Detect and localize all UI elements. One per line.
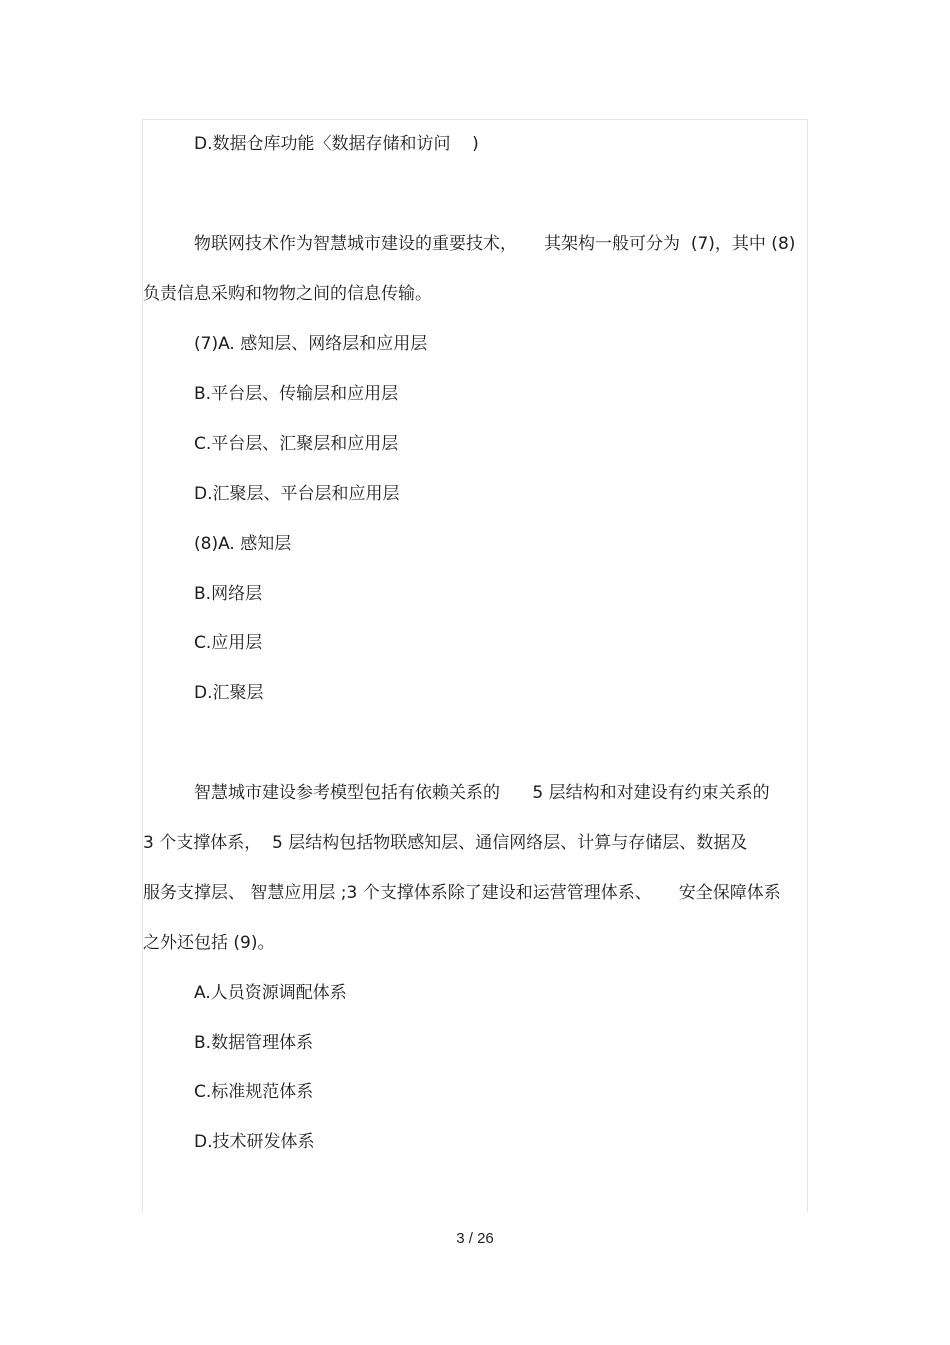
q9-option-a: A.人员资源调配体系 <box>194 983 347 1003</box>
q7-8-stem-line-2: 负责信息采购和物物之间的信息传输。 <box>143 284 432 304</box>
q9-stem-line-2: 3 个支撑体系， 5 层结构包括物联感知层、通信网络层、计算与存储层、数据及 <box>143 833 748 853</box>
q9-option-d: D.技术研发体系 <box>194 1132 315 1152</box>
q8-option-d: D.汇聚层 <box>194 683 264 703</box>
q6-option-d: D.数据仓库功能〈数据存储和访问 ) <box>194 134 479 154</box>
q8-option-b: B.网络层 <box>194 584 263 604</box>
q9-option-b: B.数据管理体系 <box>194 1033 314 1053</box>
q9-option-c: C.标准规范体系 <box>194 1082 314 1102</box>
q7-option-a: (7)A. 感知层、网络层和应用层 <box>194 334 428 354</box>
q9-stem-line-3: 服务支撑层、 智慧应用层 ;3 个支撑体系除了建设和运营管理体系、 安全保障体系 <box>143 883 781 903</box>
page-number: 3 / 26 <box>456 1230 494 1247</box>
q7-option-d: D.汇聚层、平台层和应用层 <box>194 484 400 504</box>
q8-option-a: (8)A. 感知层 <box>194 534 292 554</box>
q8-option-c: C.应用层 <box>194 633 263 653</box>
q7-8-stem-line-1: 物联网技术作为智慧城市建设的重要技术， 其架构一般可分为 (7)，其中 (8) <box>194 234 796 254</box>
q7-option-c: C.平台层、汇聚层和应用层 <box>194 434 399 454</box>
q9-stem-line-4: 之外还包括 (9)。 <box>143 933 275 953</box>
q9-stem-line-1: 智慧城市建设参考模型包括有依赖关系的 5 层结构和对建设有约束关系的 <box>194 783 770 803</box>
q7-option-b: B.平台层、传输层和应用层 <box>194 384 399 404</box>
